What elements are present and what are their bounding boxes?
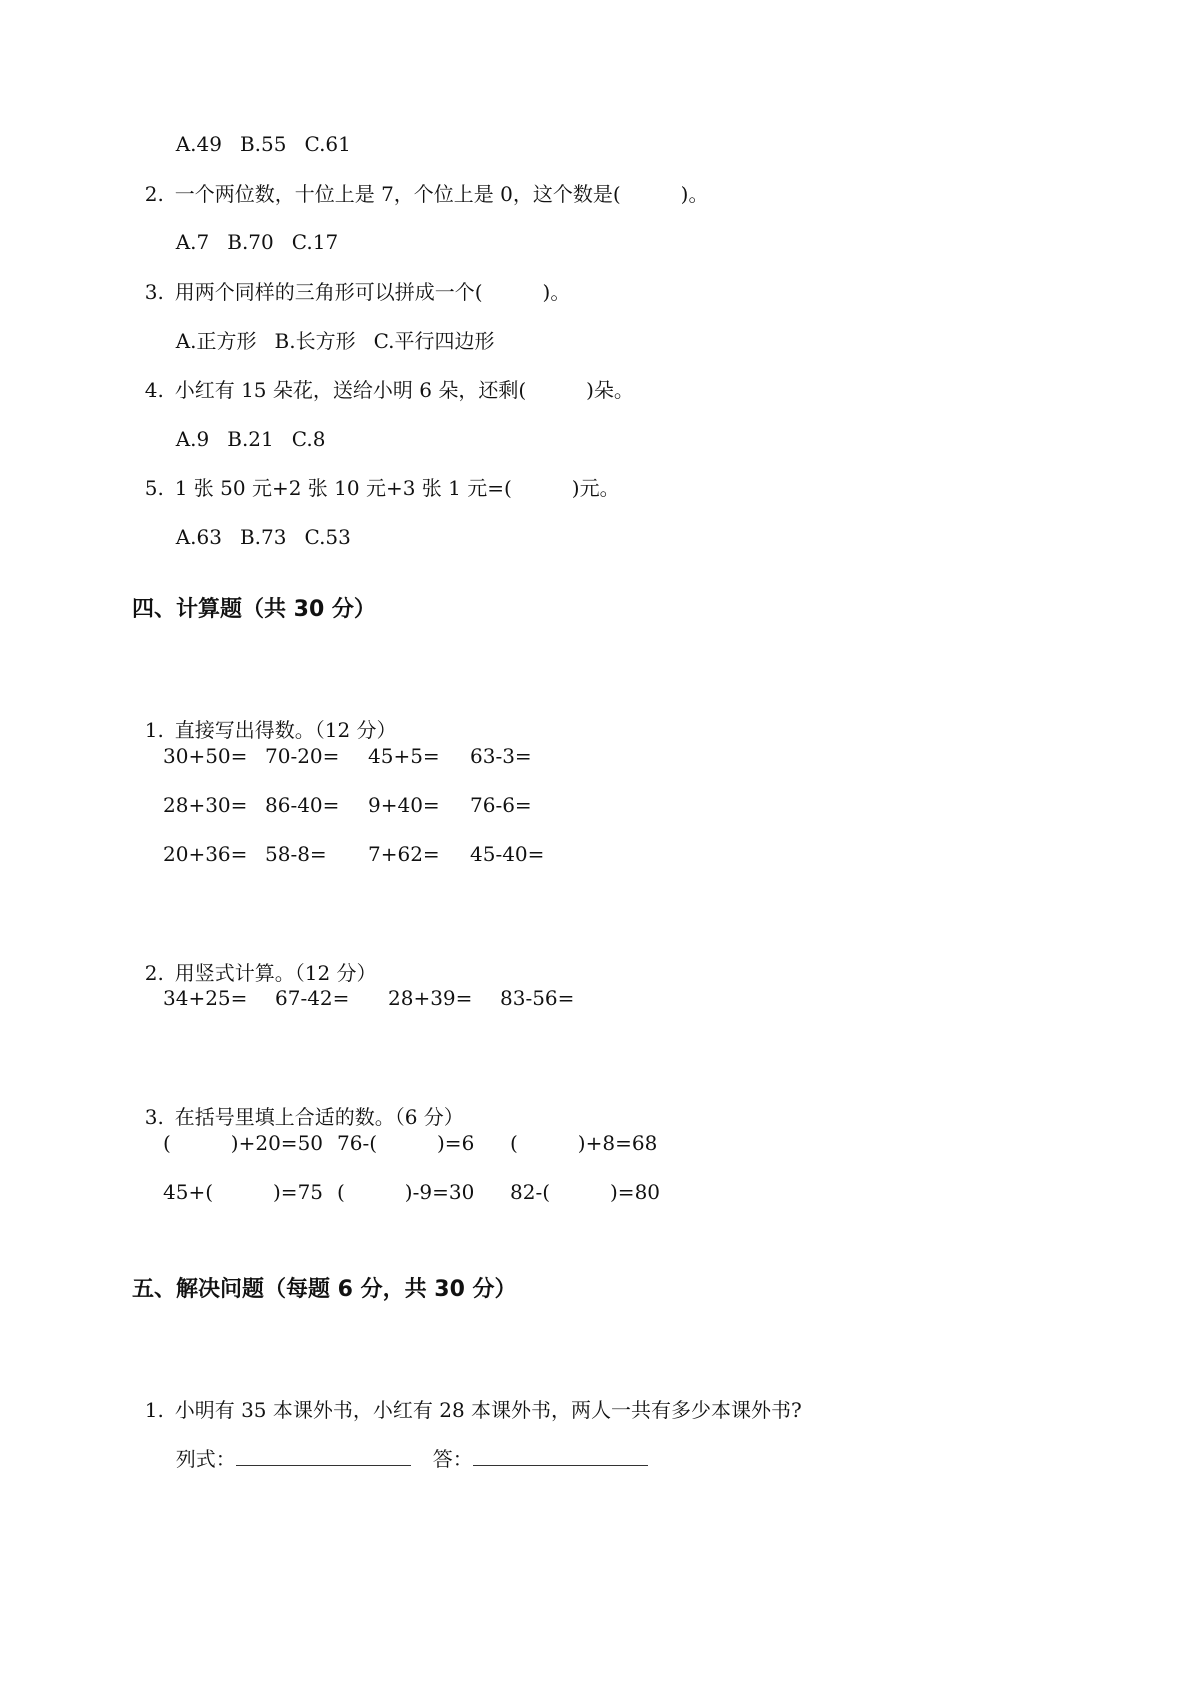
choice-question-4 — [132, 354, 634, 402]
calc-expression: 7+62= — [368, 842, 440, 866]
fill-in-expression: ( )+8=68 — [510, 1131, 658, 1155]
option: B.长方形 — [274, 329, 356, 353]
formula-label: 列式： — [175, 1447, 236, 1471]
question-number: 3. — [144, 1105, 164, 1129]
calc-expression: 9+40= — [368, 793, 440, 817]
vertical-calc-expression: 34+25= — [163, 986, 248, 1010]
question-text: 1 张 50 元+2 张 10 元+3 张 1 元=( )元。 — [174, 476, 620, 500]
fill-in-expression: 76-( )=6 — [337, 1131, 475, 1155]
calc-expression: 76-6= — [470, 793, 532, 817]
calc-question-2 — [132, 937, 377, 985]
q1-options — [163, 108, 369, 156]
answer-blank[interactable] — [473, 1447, 648, 1466]
question-number: 1. — [144, 718, 164, 742]
calc-expression: 70-20= — [265, 744, 340, 768]
q4-options — [163, 403, 343, 451]
vertical-calc-expression: 28+39= — [388, 986, 473, 1010]
question-text: 直接写出得数。（12 分） — [174, 718, 397, 742]
fill-in-expression: 82-( )=80 — [510, 1180, 661, 1204]
fill-in-expression: ( )+20=50 — [163, 1131, 324, 1155]
vertical-calc-expression: 83-56= — [500, 986, 575, 1010]
calc-expression: 20+36= — [163, 842, 248, 866]
answer-row — [163, 1423, 648, 1471]
choice-question-2 — [132, 158, 709, 206]
question-number: 5. — [144, 476, 164, 500]
choice-question-5 — [132, 452, 620, 500]
choice-question-3 — [132, 256, 570, 304]
option: A.正方形 — [175, 329, 257, 353]
option: C.平行四边形 — [373, 329, 495, 353]
question-number: 2. — [144, 182, 164, 206]
calc-expression: 58-8= — [265, 842, 327, 866]
option: C.61 — [304, 132, 351, 156]
question-number: 2. — [144, 961, 164, 985]
option: B.73 — [239, 525, 287, 549]
option: A.63 — [175, 525, 222, 549]
question-number: 3. — [144, 280, 164, 304]
section4-title: 四、计算题（共 30 分） — [132, 597, 376, 622]
option: B.21 — [227, 427, 274, 451]
fill-in-expression: ( )-9=30 — [337, 1180, 475, 1204]
calc-expression: 45-40= — [470, 842, 545, 866]
section5-title: 五、解决问题（每题 6 分，共 30 分） — [132, 1277, 517, 1302]
question-text: 用竖式计算。（12 分） — [174, 961, 377, 985]
option: A.7 — [175, 230, 210, 254]
calc-expression: 45+5= — [368, 744, 440, 768]
q3-options — [163, 305, 513, 353]
question-text: 小红有 15 朵花，送给小明 6 朵，还剩( )朵。 — [174, 378, 634, 402]
fill-in-expression: 45+( )=75 — [163, 1180, 324, 1204]
calc-expression: 30+50= — [163, 744, 248, 768]
question-number: 1. — [144, 1398, 164, 1422]
calc-question-1 — [132, 694, 397, 742]
answer-label: 答： — [432, 1447, 473, 1471]
option: C.8 — [291, 427, 326, 451]
calc-expression: 28+30= — [163, 793, 248, 817]
vertical-calc-expression: 67-42= — [275, 986, 350, 1010]
question-text: 一个两位数，十位上是 7，个位上是 0，这个数是( )。 — [174, 182, 709, 206]
calc-question-3 — [132, 1081, 464, 1129]
question-text: 小明有 35 本课外书，小红有 28 本课外书，两人一共有多少本课外书? — [174, 1398, 802, 1422]
calc-expression: 86-40= — [265, 793, 340, 817]
question-text: 用两个同样的三角形可以拼成一个( )。 — [174, 280, 571, 304]
option: B.55 — [239, 132, 287, 156]
formula-blank[interactable] — [236, 1447, 411, 1466]
option: A.9 — [175, 427, 210, 451]
question-number: 4. — [144, 378, 164, 402]
option: A.49 — [175, 132, 222, 156]
q2-options — [163, 206, 356, 254]
option: B.70 — [227, 230, 274, 254]
option: C.53 — [304, 525, 351, 549]
calc-expression: 63-3= — [470, 744, 532, 768]
word-problem-1 — [132, 1374, 802, 1422]
question-text: 在括号里填上合适的数。（6 分） — [174, 1105, 464, 1129]
q5-options — [163, 501, 369, 549]
option: C.17 — [291, 230, 339, 254]
